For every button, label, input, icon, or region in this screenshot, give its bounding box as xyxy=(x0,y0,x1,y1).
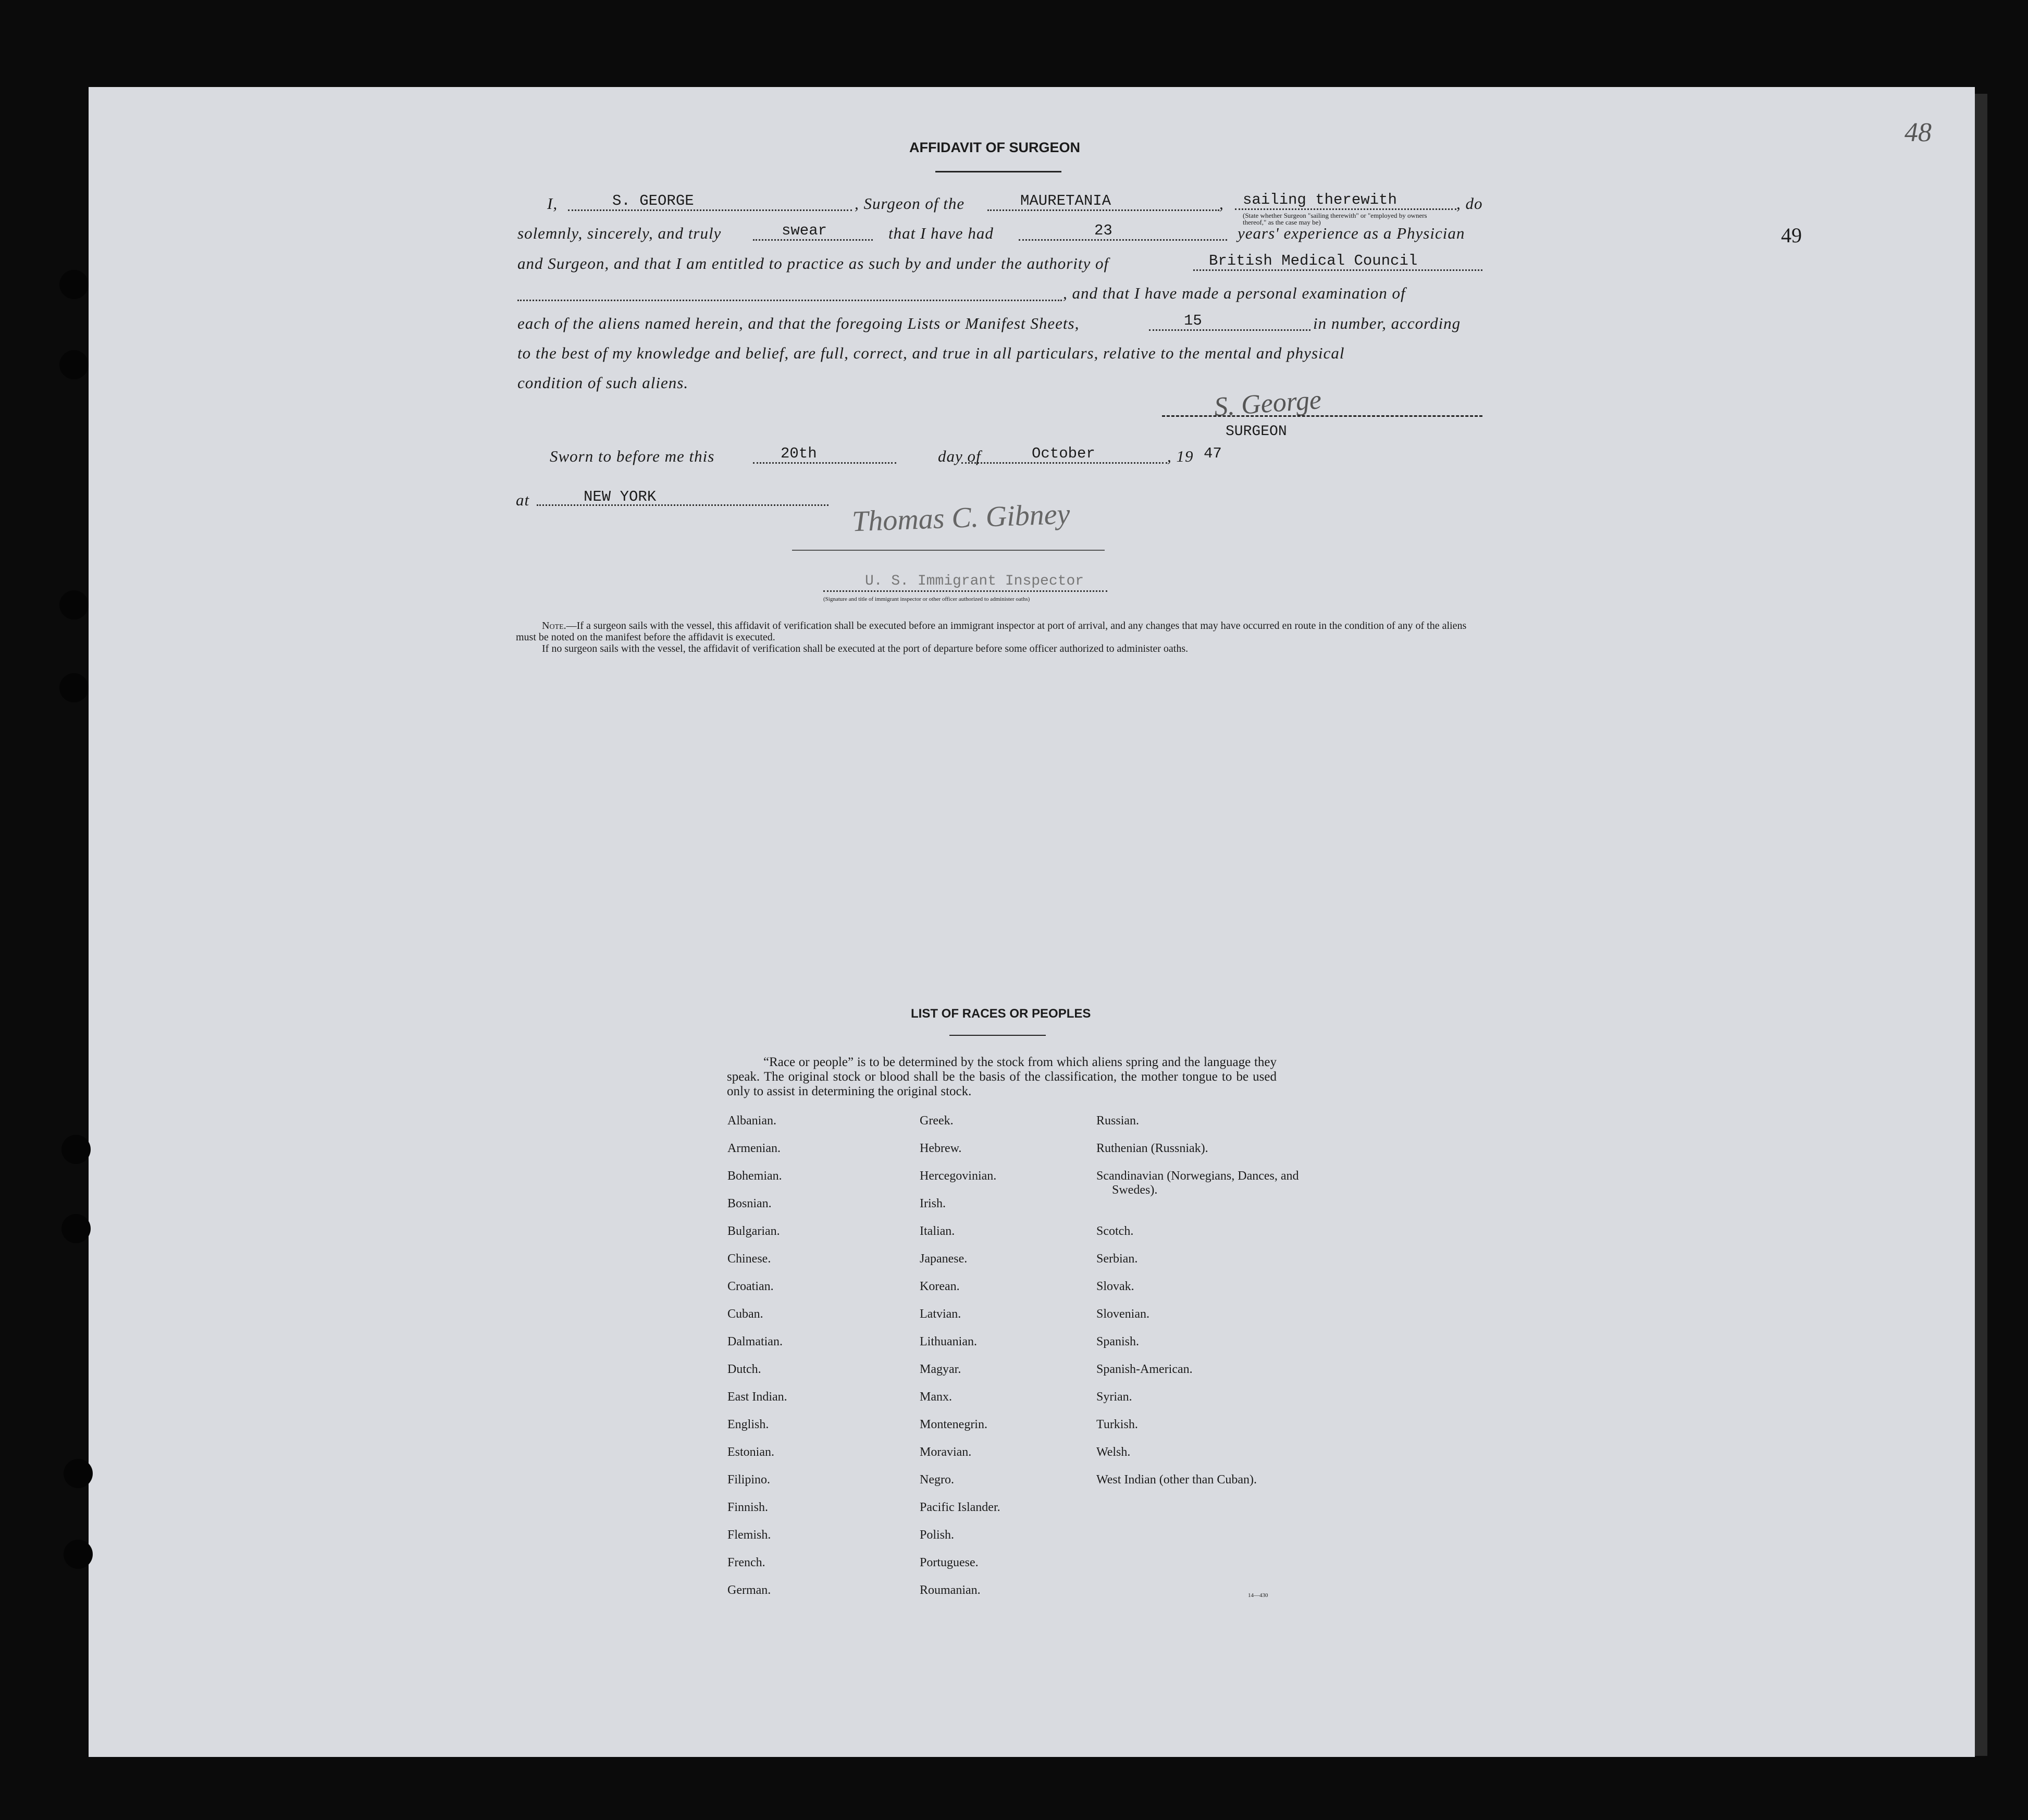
binder-hole xyxy=(59,673,89,702)
race-item: Scotch. xyxy=(1096,1224,1134,1238)
race-item: Bulgarian. xyxy=(727,1224,780,1238)
oath-value: swear xyxy=(782,222,827,239)
month-line xyxy=(961,462,1167,464)
race-item: Scandinavian (Norwegians, Dances, and Swedes). xyxy=(1096,1169,1299,1197)
race-item: Negro. xyxy=(920,1473,954,1487)
sailing-caption: (State whether Surgeon "sailing therewith" or "employed by owners thereof," as the case may be) xyxy=(1243,212,1427,226)
race-item: Cuban. xyxy=(727,1307,763,1321)
race-item: Slovenian. xyxy=(1096,1307,1149,1321)
surgeon-signature-line xyxy=(1162,415,1482,417)
corner-mark: 48 xyxy=(1905,118,1932,147)
surgeon-name-line xyxy=(568,209,852,211)
place-line xyxy=(537,504,828,506)
race-item: Lithuanian. xyxy=(920,1335,977,1348)
race-item: Estonian. xyxy=(727,1445,774,1459)
text-examination: , and that I have made a personal examination of xyxy=(1063,284,1406,302)
races-title-rule xyxy=(949,1035,1046,1036)
inspector-signature-line xyxy=(792,550,1105,551)
race-item: Flemish. xyxy=(727,1528,771,1542)
note-paragraph xyxy=(516,620,1485,643)
authority-value: British Medical Council xyxy=(1209,252,1418,269)
races-title: LIST OF RACES OR PEOPLES xyxy=(911,1007,1091,1021)
race-item: Turkish. xyxy=(1096,1418,1138,1431)
race-item: Bosnian. xyxy=(727,1197,772,1210)
text-at: at xyxy=(516,491,530,509)
sailing-line xyxy=(1235,208,1456,210)
race-item: Pacific Islander. xyxy=(920,1501,1000,1514)
race-item: Welsh. xyxy=(1096,1445,1131,1459)
race-item: Latvian. xyxy=(920,1307,961,1321)
race-item: Italian. xyxy=(920,1224,955,1238)
race-item: Slovak. xyxy=(1096,1280,1134,1293)
document-page xyxy=(89,87,1975,1757)
text-entitled: and Surgeon, and that I am entitled to practice as such by and under the authority of xyxy=(517,254,1109,273)
vessel-line xyxy=(987,209,1219,211)
race-item: Polish. xyxy=(920,1528,955,1542)
races-intro: “Race or people” is to be determined by the stock from which aliens spring and the language they speak. The original stock or blood shall be the basis of the classification, the mother tongue to be used only to assist in determining the original stock. xyxy=(727,1055,1277,1098)
race-item: German. xyxy=(727,1583,771,1597)
affidavit-title: AFFIDAVIT OF SURGEON xyxy=(909,140,1080,155)
race-item: Dutch. xyxy=(727,1363,761,1376)
binder-hole xyxy=(61,1135,91,1164)
text-do: , do xyxy=(1456,194,1483,213)
race-item: Moravian. xyxy=(920,1445,972,1459)
binder-hole xyxy=(59,590,89,620)
race-item: Manx. xyxy=(920,1390,952,1404)
inspector-caption: (Signature and title of immigrant inspector or other officer authorized to administer oaths) xyxy=(823,596,1030,602)
binder-hole xyxy=(59,270,89,299)
year-value: 47 xyxy=(1204,445,1222,462)
day-line xyxy=(753,462,896,464)
race-item: Ruthenian (Russniak). xyxy=(1096,1142,1208,1155)
note-text-2: If no surgeon sails with the vessel, the affidavit of verification shall be executed at the port of departure before some officer authorized to administer oaths. xyxy=(542,643,1189,654)
race-item: Greek. xyxy=(920,1114,954,1128)
text-condition: condition of such aliens. xyxy=(517,374,689,392)
text-19: , 19 xyxy=(1167,447,1194,465)
race-item: Syrian. xyxy=(1096,1390,1132,1404)
authority-line xyxy=(1193,269,1482,271)
race-item: Portuguese. xyxy=(920,1556,979,1569)
binder-hole xyxy=(64,1459,93,1488)
race-item: Korean. xyxy=(920,1280,960,1293)
race-item: Filipino. xyxy=(727,1473,771,1487)
authority-continuation-line xyxy=(517,300,1062,301)
text-day-of: day of xyxy=(938,447,981,465)
race-item: Spanish-American. xyxy=(1096,1363,1193,1376)
race-item: French. xyxy=(727,1556,765,1569)
title-rule xyxy=(935,171,1061,172)
inspector-signature: Thomas C. Gibney xyxy=(851,498,1071,538)
race-item: Spanish. xyxy=(1096,1335,1140,1348)
race-item: Chinese. xyxy=(727,1252,771,1266)
race-item: Montenegrin. xyxy=(920,1418,987,1431)
years-value: 23 xyxy=(1094,222,1112,239)
inspector-title: U. S. Immigrant Inspector xyxy=(865,573,1084,589)
text-have-had: that I have had xyxy=(888,224,994,242)
page-edge-shadow xyxy=(1975,94,1987,1756)
race-item: Hebrew. xyxy=(920,1142,962,1155)
race-item: Hercegovinian. xyxy=(920,1169,997,1183)
text-each: each of the aliens named herein, and that the foregoing Lists or Manifest Sheets, xyxy=(517,314,1080,332)
race-item: Albanian. xyxy=(727,1114,776,1128)
race-item: Bohemian. xyxy=(727,1169,782,1183)
text-i: I, xyxy=(547,194,558,213)
race-item: East Indian. xyxy=(727,1390,787,1404)
race-item: Japanese. xyxy=(920,1252,968,1266)
form-number: 14—430 xyxy=(1248,1592,1268,1599)
race-item: Dalmatian. xyxy=(727,1335,783,1348)
race-item: Croatian. xyxy=(727,1280,774,1293)
note-text-1: —If a surgeon sails with the vessel, this affidavit of verification shall be executed before an immigrant inspector at port of arrival, and any changes that may have occurred en route in the condition of any of the aliens must be noted on the manifest before the affidavit is executed. xyxy=(516,620,1467,643)
text-solemnly: solemnly, sincerely, and truly xyxy=(517,224,722,242)
binder-hole xyxy=(61,1214,91,1243)
vessel-value: MAURETANIA xyxy=(1020,192,1111,209)
text-best: to the best of my knowledge and belief, are full, correct, and true in all particulars, relative to the mental and physical xyxy=(517,344,1345,362)
race-item: Irish. xyxy=(920,1197,946,1210)
text-sworn: Sworn to before me this xyxy=(550,447,715,465)
race-item: Russian. xyxy=(1096,1114,1140,1128)
day-value: 20th xyxy=(781,445,817,462)
surgeon-signature: S. George xyxy=(1213,385,1322,423)
note-label: Note. xyxy=(542,620,566,632)
sheets-value: 15 xyxy=(1184,312,1202,329)
place-value: NEW YORK xyxy=(584,488,657,505)
binder-hole xyxy=(59,350,89,379)
race-item: Armenian. xyxy=(727,1142,781,1155)
surgeon-name-value: S. GEORGE xyxy=(612,192,694,209)
text-comma: , xyxy=(1219,194,1224,213)
inspector-title-line xyxy=(823,590,1107,592)
oath-line xyxy=(753,239,873,241)
race-item: Finnish. xyxy=(727,1501,769,1514)
years-line xyxy=(1019,239,1227,241)
text-experience: years' experience as a Physician xyxy=(1238,224,1465,242)
binder-hole xyxy=(64,1540,93,1569)
surgeon-label: SURGEON xyxy=(1226,424,1287,440)
text-surgeon-of: , Surgeon of the xyxy=(855,194,965,213)
sailing-value: sailing therewith xyxy=(1243,191,1397,208)
page-number: 49 xyxy=(1781,224,1802,247)
race-item: Magyar. xyxy=(920,1363,961,1376)
race-item: English. xyxy=(727,1418,769,1431)
text-number: in number, according xyxy=(1313,314,1461,332)
race-item: Serbian. xyxy=(1096,1252,1138,1266)
race-item: Roumanian. xyxy=(920,1583,981,1597)
race-item: West Indian (other than Cuban). xyxy=(1096,1473,1257,1487)
sheets-line xyxy=(1149,329,1310,331)
month-value: October xyxy=(1032,445,1095,462)
